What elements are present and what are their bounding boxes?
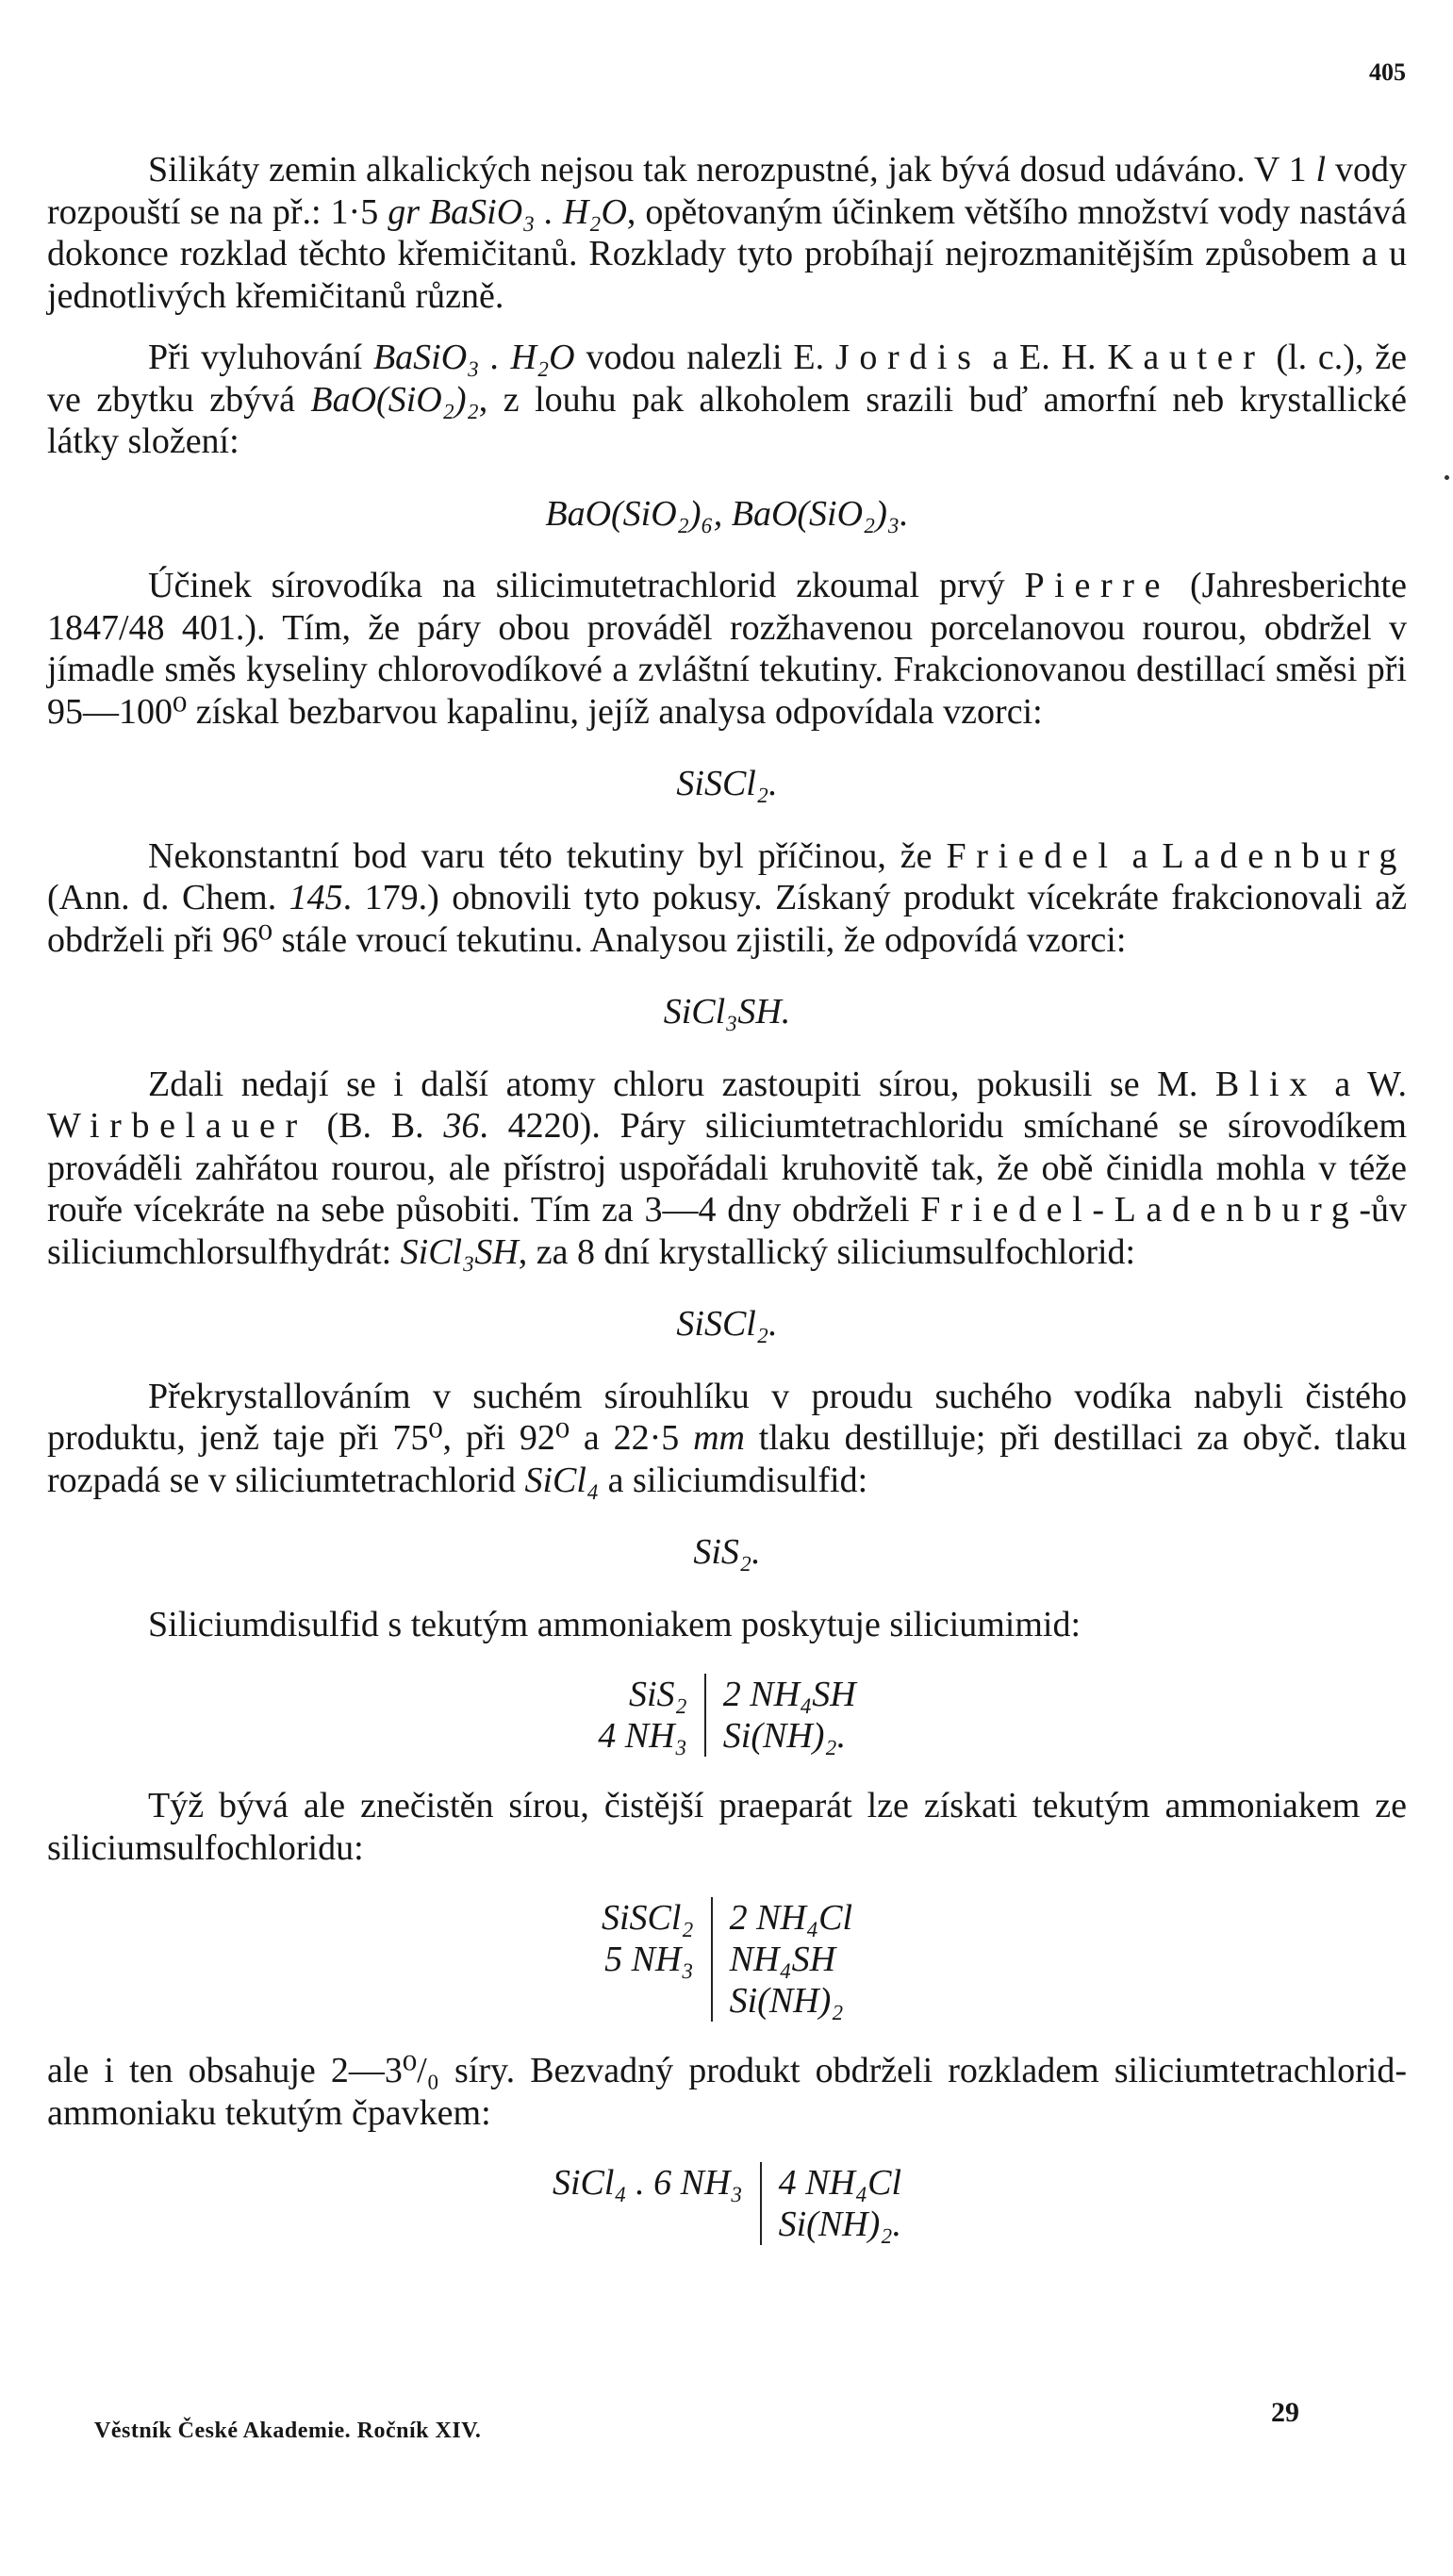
equation-right: 2 NH₄Cl [712, 1897, 869, 1939]
text-run: (l. c.), že ve zbytku zbývá [47, 338, 1407, 420]
author-name: Ladenburg [1162, 835, 1407, 876]
formula-4: SiSCl₂. [676, 1304, 778, 1344]
inline-formula: gr BaSiO₃ . H₂O [388, 191, 627, 232]
formula-2: SiSCl₂. [676, 764, 778, 803]
formula-3: SiCl₃SH. [663, 992, 791, 1032]
equation-right: Si(NH)₂. [761, 2204, 918, 2245]
inline-formula: BaO(SiO₂)₂ [310, 379, 479, 420]
volume-number: 36 [443, 1106, 480, 1146]
paragraph-7 [47, 1604, 1407, 1646]
equation-1 [581, 1674, 872, 1757]
text-run: ale i ten obsahuje 2—3⁰/₀ síry. Bezvadný produkt obdrželi rozkladem siliciumtetrachlorid-ammoniaku tekutým čpavkem: [47, 2051, 1407, 2133]
paragraph-5 [47, 1064, 1407, 1274]
equation-right: 4 NH₄Cl [761, 2162, 918, 2204]
author-name: Kauter [1107, 338, 1265, 377]
text-run: Překrystallováním v suchém sírouhlíku v proudu suchého vodíka nabyli čistého produktu, jenž taje při 75⁰, při 92⁰ a 22·5 [47, 1376, 1407, 1458]
inline-formula: BaSiO₃ . H₂O [372, 338, 575, 377]
equation-right: Si(NH)₂. [705, 1715, 873, 1757]
text-run: Zdali nedají se i další atomy chloru zastoupiti sírou, pokusili se M. [148, 1064, 1215, 1104]
text-run: (B. B. [306, 1106, 444, 1146]
equation-left: SiCl₄ . 6 NH₃ [552, 2163, 743, 2203]
text-run: , opětovaným účinkem většího množství vody nastává dokonce rozklad těchto křemičitanů. Rozklady tyto probíhají nejrozmanitějším způsobem a u jednotlivých křemičitanů různě. [47, 191, 1407, 316]
text-run: Siliciumdisulfid s tekutým ammoniakem poskytuje siliciumimid: [148, 1604, 1081, 1644]
equation-2 [585, 1897, 869, 2022]
text-run: -ův siliciumchlorsulfhydrát: [47, 1190, 1407, 1272]
text-run: a [1117, 835, 1163, 876]
author-name: Friedel [946, 835, 1118, 876]
equation-left: 4 NH₃ [598, 1716, 687, 1756]
margin-speck [1445, 475, 1449, 480]
volume-number: 145 [289, 878, 343, 917]
text-run: Týž bývá ale znečistěn sírou, čistější praeparát lze získati tekutým ammoniakem ze siliciumsulfochloridu: [47, 1786, 1407, 1868]
equation-right: Si(NH)₂ [712, 1980, 869, 2022]
text-run: a siliciumdisulfid: [599, 1460, 868, 1500]
text-run: . 4220). Páry siliciumtetrachloridu smíchané se sírovodíkem prováděli zahřátou rourou, ale přístroj uspořádali kruhovitě tak, že obě činidla mohla v téže rouře vícekráte na sebe působiti. Tím za 3—4 dny obdrželi [47, 1106, 1407, 1230]
author-name: Jordis [834, 338, 982, 377]
paragraph-6 [47, 1376, 1407, 1502]
paragraph-2 [47, 337, 1407, 463]
equation-left [585, 1980, 712, 2022]
author-name: Blix [1214, 1064, 1317, 1104]
text-run-italic: l [1315, 150, 1327, 190]
paragraph-4 [47, 835, 1407, 962]
text-run: (Jahresberichte 1847/48 401.). Tím, že páry obou prováděl rozžhavenou porcelanovou rourou, obdržel v jímadle směs kyseliny chlorovodíkové a zvláštní tekutiny. Frakcionovanou destillací směsi při 95—100⁰ získal bezbarvou kapalinu, jejíž analysa odpovídala vzorci: [47, 566, 1407, 732]
inline-formula: SiCl₄ [524, 1460, 600, 1500]
formula-1: BaO(SiO₂)₆, BaO(SiO₂)₃. [545, 493, 909, 534]
paragraph-9 [47, 2050, 1407, 2134]
footer-sheet-number: 29 [1271, 2397, 1299, 2428]
author-name: Friedel-Ladenburg [920, 1190, 1360, 1230]
page-body [47, 149, 1407, 2273]
footer-journal: Věstník České Akademie. Ročník XIV. [94, 2419, 482, 2443]
text-run: Při vyluhování [148, 338, 373, 377]
paragraph-8 [47, 1785, 1407, 1869]
text-run: Účinek sírovodíka na silicimutetrachlorid zkoumal prvý [148, 566, 1025, 605]
equation-left [536, 2204, 761, 2245]
text-run: vodou nalezli E. [574, 338, 835, 377]
text-run: , z louhu pak alkoholem srazili buď amorfní neb krystallické látky složení: [47, 379, 1407, 461]
equation-left: SiS₂ [628, 1675, 687, 1714]
text-run: a E. H. [981, 338, 1108, 377]
equation-left: SiSCl₂ [601, 1898, 694, 1938]
text-run: . 179.) obnovili tyto pokusy. Získaný produkt vícekráte frakcionovali až obdrželi při 96⁰ stále vroucí tekutinu. Analysou zjistili, že odpovídá vzorci: [47, 878, 1407, 960]
equation-right: 2 NH₄SH [705, 1674, 873, 1715]
paragraph-3 [47, 565, 1407, 733]
equation-3 [536, 2162, 918, 2245]
equation-left: 5 NH₃ [604, 1940, 694, 1979]
inline-formula: SiCl₃SH [400, 1231, 519, 1272]
text-run: tlaku destilluje; při destillaci za obyč. tlaku rozpadá se v siliciumtetrachlorid [47, 1418, 1407, 1500]
page-number: 405 [1369, 58, 1406, 86]
text-run: a W. [1316, 1064, 1407, 1104]
text-run: (Ann. d. Chem. [47, 878, 289, 917]
equation-right: NH₄SH [712, 1939, 869, 1980]
author-name: Pierre [1024, 566, 1171, 605]
formula-5: SiS₂. [693, 1532, 761, 1572]
text-run: Silikáty zemin alkalických nejsou tak nerozpustné, jak bývá dosud udáváno. V 1 [148, 150, 1316, 190]
paragraph-1 [47, 149, 1407, 317]
text-run: Nekonstantní bod varu této tekutiny byl příčinou, že [148, 835, 947, 876]
text-run: , za 8 dní krystallický siliciumsulfochlorid: [518, 1231, 1136, 1272]
text-run: vody rozpouští se na př.: 1·5 [47, 150, 1407, 232]
author-name: Wirbelauer [47, 1106, 307, 1146]
unit: mm [693, 1418, 745, 1458]
